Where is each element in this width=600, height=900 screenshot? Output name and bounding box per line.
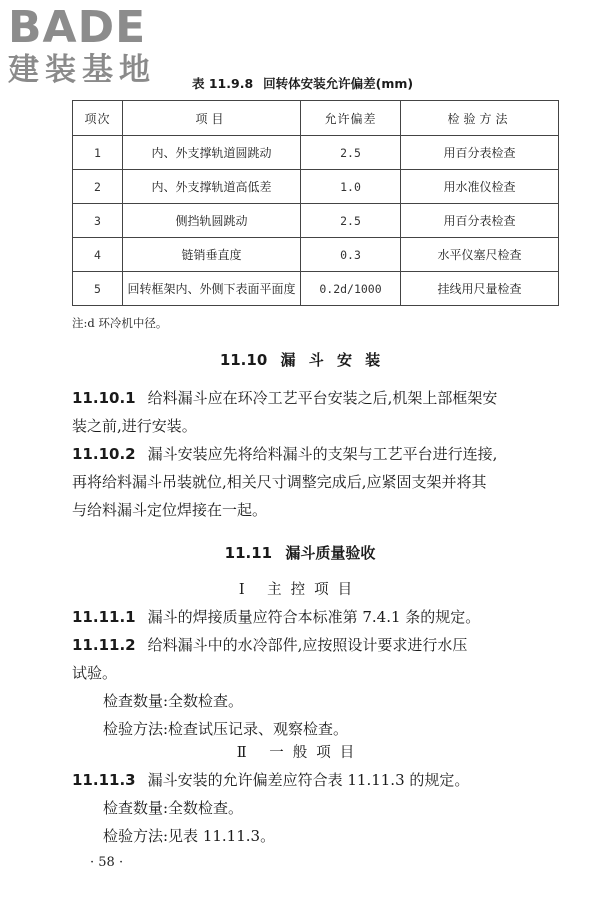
clause-number: 11.11.2 — [72, 636, 136, 654]
cell-item: 内、外支撑轨道圆跳动 — [123, 136, 301, 170]
clause-11-11-1 — [72, 605, 564, 629]
main-items-heading: Ⅰ 主控项目 — [238, 582, 362, 598]
clause-text: 漏斗的焊接质量应符合本标准第 7.4.1 条的规定。 — [147, 608, 481, 626]
clause-11-11-3-quantity: 检查数量:全数检查。 — [103, 799, 244, 817]
table-number: 表 11.9.8 — [192, 76, 254, 91]
clause-11-10-2-line-3: 与给料漏斗定位焊接在一起。 — [72, 501, 268, 519]
cell-no: 1 — [73, 136, 123, 170]
cell-method: 用百分表检查 — [401, 204, 559, 238]
clause-11-10-1-line-2: 装之前,进行安装。 — [72, 417, 197, 435]
clause-text: 漏斗安装的允许偏差应符合表 11.11.3 的规定。 — [147, 771, 470, 789]
clause-text: 漏斗安装应先将给料漏斗的支架与工艺平台进行连接, — [147, 445, 498, 463]
cell-method: 挂线用尺量检查 — [401, 272, 559, 306]
clause-11-11-3-method: 检验方法:见表 11.11.3。 — [103, 827, 276, 845]
cell-item: 侧挡轨圆跳动 — [123, 204, 301, 238]
general-items-heading: Ⅱ 一般项目 — [236, 745, 364, 761]
clause-11-11-2-line-1 — [72, 633, 564, 657]
cell-no: 4 — [73, 238, 123, 272]
cell-no: 5 — [73, 272, 123, 306]
table-row — [73, 204, 559, 238]
cell-method: 用百分表检查 — [401, 136, 559, 170]
clause-number: 11.11.3 — [72, 771, 136, 789]
bade-logo — [8, 2, 173, 88]
section-title: 漏 斗 安 装 — [280, 351, 381, 369]
table-note: 注:d 环冷机中径。 — [72, 316, 168, 330]
clause-11-11-3 — [72, 768, 564, 792]
cell-item: 回转框架内、外侧下表面平面度 — [123, 272, 301, 306]
header-item-no: 项次 — [73, 101, 123, 136]
clause-11-10-2-line-1 — [72, 442, 564, 466]
section-number: 11.11 — [224, 544, 273, 562]
clause-11-10-1-line-1 — [72, 386, 564, 410]
clause-number: 11.10.2 — [72, 445, 136, 463]
section-heading-11-10 — [0, 349, 600, 370]
clause-number: 11.10.1 — [72, 389, 136, 407]
header-method: 检验方法 — [401, 101, 559, 136]
cell-method: 水平仪塞尺检查 — [401, 238, 559, 272]
cell-no: 2 — [73, 170, 123, 204]
cell-tolerance: 2.5 — [301, 136, 401, 170]
clause-text: 给料漏斗应在环冷工艺平台安装之后,机架上部框架安 — [147, 389, 498, 407]
header-tolerance: 允许偏差 — [301, 101, 401, 136]
table-row — [73, 170, 559, 204]
clause-11-10-2-line-2: 再将给料漏斗吊装就位,相关尺寸调整完成后,应紧固支架并将其 — [72, 473, 487, 491]
logo-subtitle: 建装基地 — [8, 52, 156, 88]
page-number: · 58 · — [90, 855, 124, 870]
cell-tolerance: 1.0 — [301, 170, 401, 204]
cell-no: 3 — [73, 204, 123, 238]
cell-item: 链销垂直度 — [123, 238, 301, 272]
clause-11-11-2-line-2: 试验。 — [72, 664, 118, 682]
clause-number: 11.11.1 — [72, 608, 136, 626]
section-title: 漏斗质量验收 — [285, 544, 376, 562]
section-heading-11-11 — [0, 542, 600, 563]
cell-tolerance: 2.5 — [301, 204, 401, 238]
cell-tolerance: 0.3 — [301, 238, 401, 272]
cell-tolerance: 0.2d/1000 — [301, 272, 401, 306]
logo-word: BADE — [8, 2, 147, 53]
table-row — [73, 238, 559, 272]
table-header-row — [73, 101, 559, 136]
cell-item: 内、外支撑轨道高低差 — [123, 170, 301, 204]
table-row — [73, 272, 559, 306]
header-item: 项目 — [123, 101, 301, 136]
deviation-table — [72, 100, 559, 306]
section-number: 11.10 — [219, 351, 268, 369]
clause-11-11-2-method: 检验方法:检查试压记录、观察检查。 — [103, 720, 349, 738]
clause-11-11-2-quantity: 检查数量:全数检查。 — [103, 692, 244, 710]
table-row — [73, 136, 559, 170]
table-caption — [192, 74, 413, 92]
clause-text: 给料漏斗中的水冷部件,应按照设计要求进行水压 — [147, 636, 468, 654]
table-title: 回转体安装允许偏差(mm) — [263, 76, 414, 91]
cell-method: 用水准仪检查 — [401, 170, 559, 204]
